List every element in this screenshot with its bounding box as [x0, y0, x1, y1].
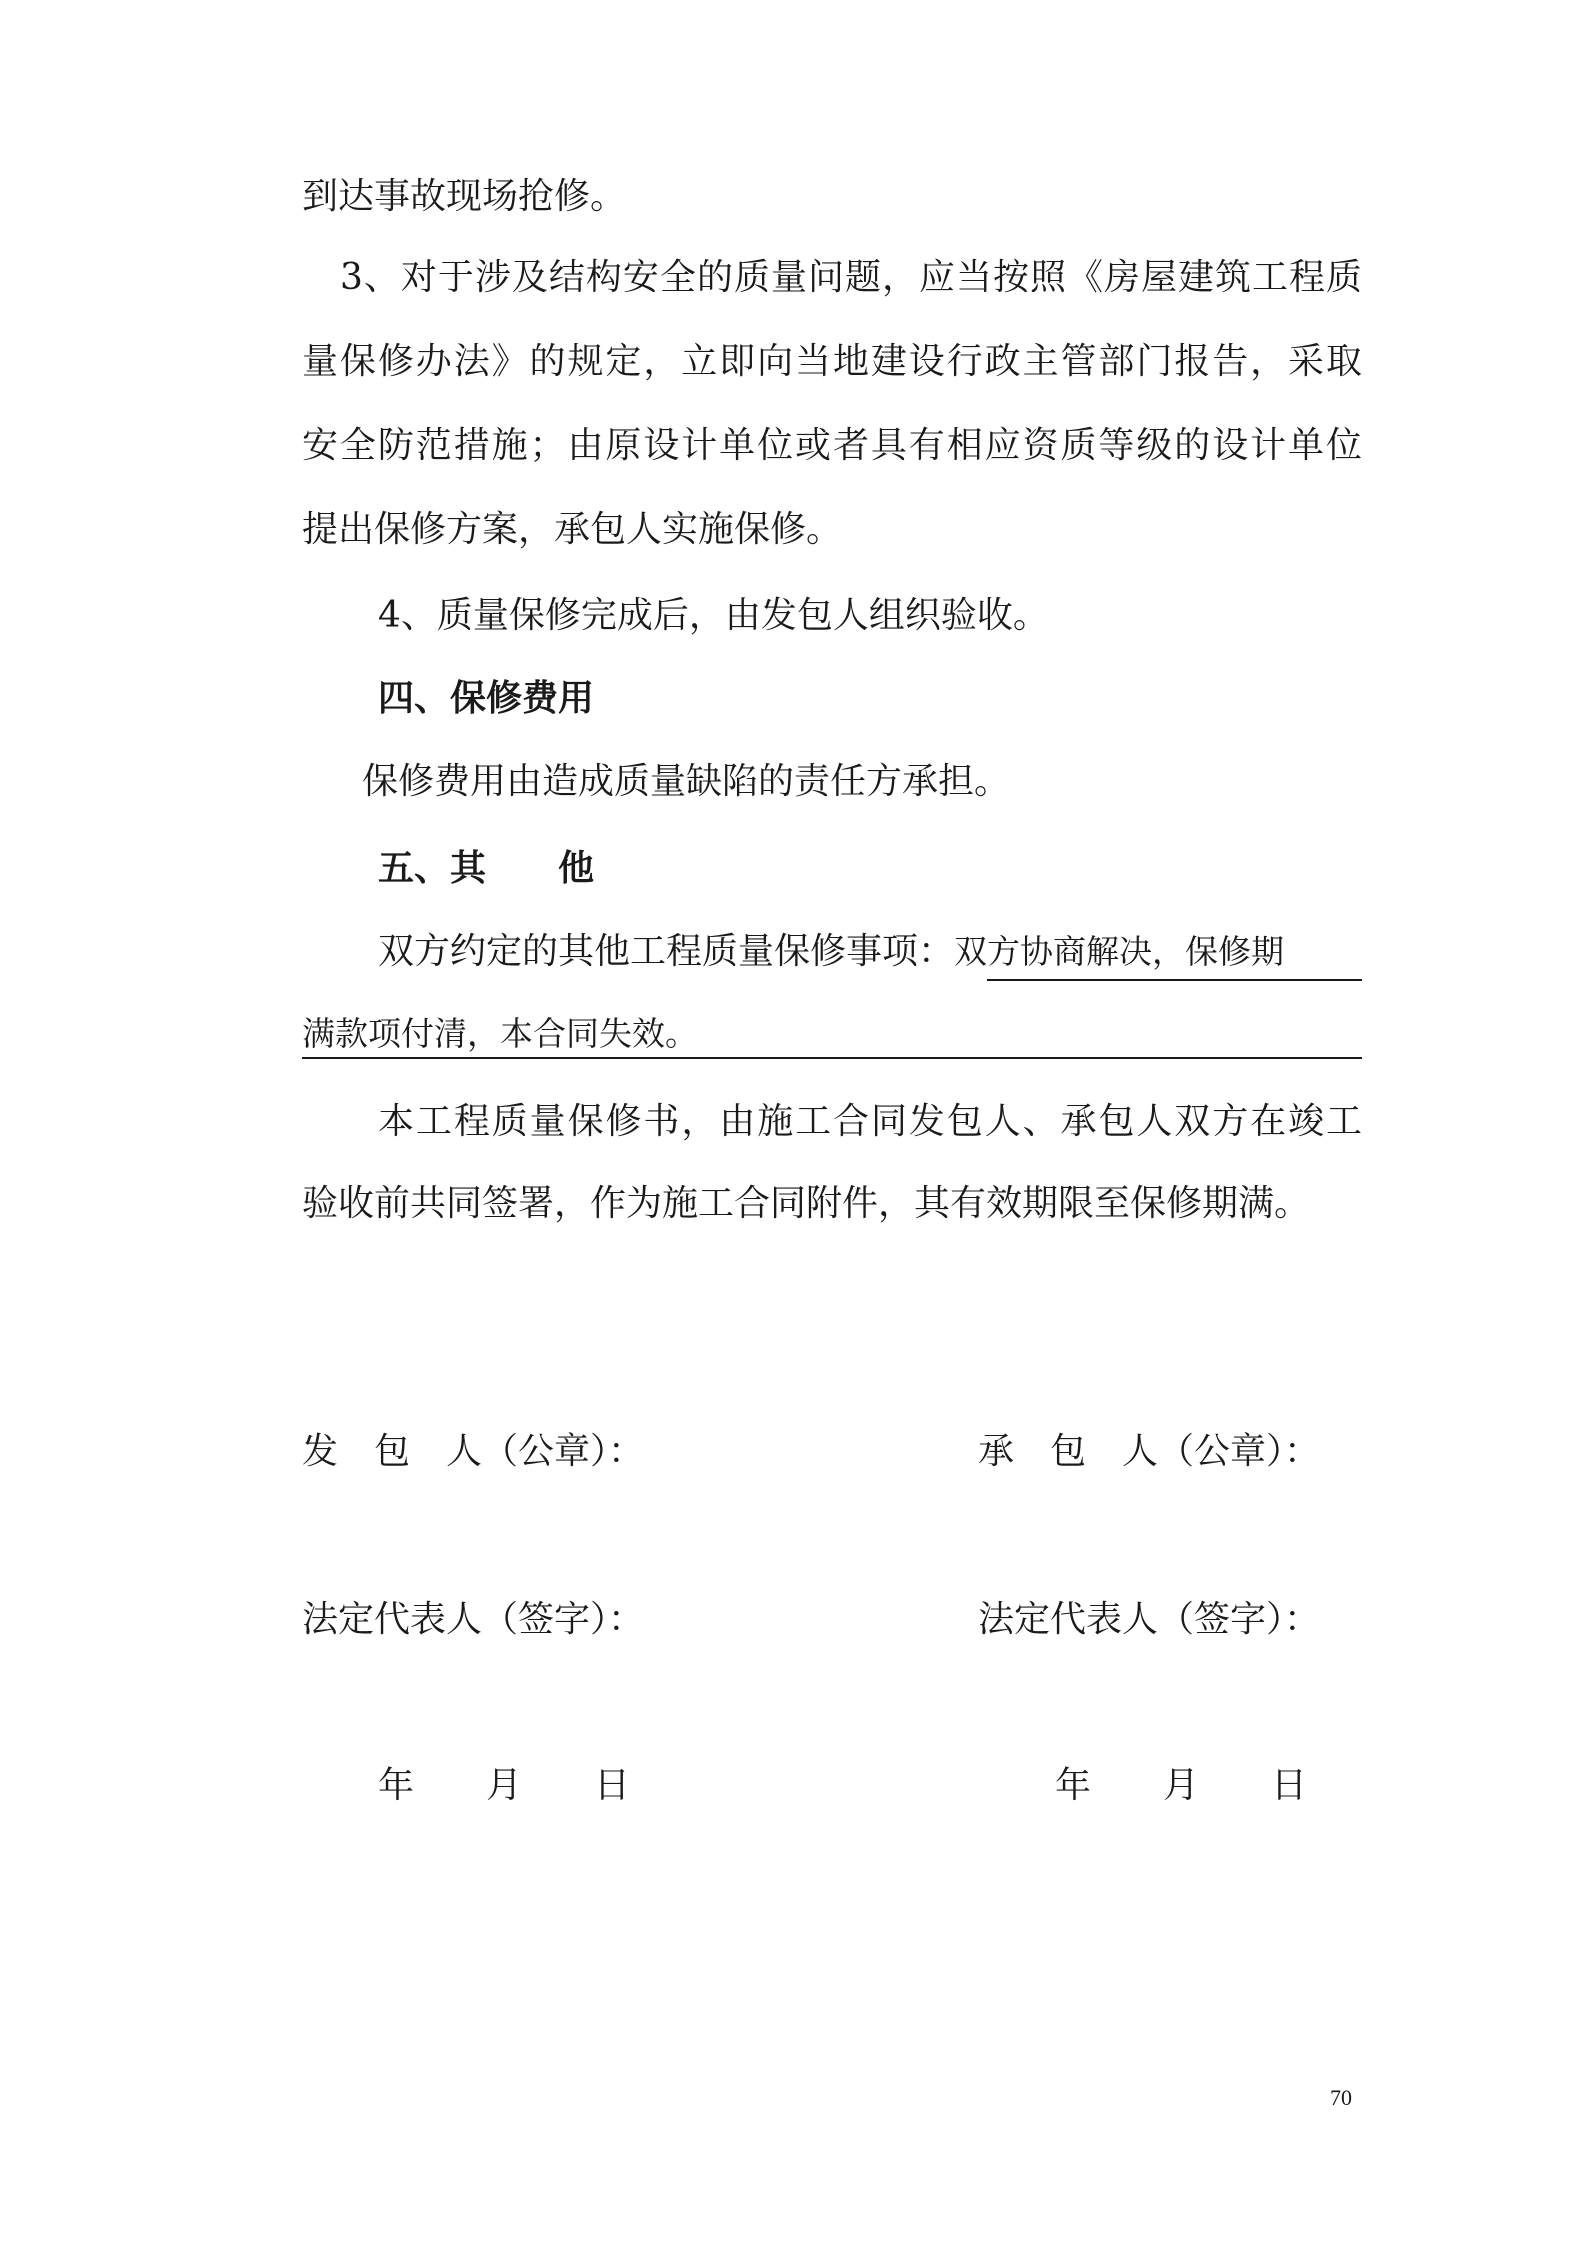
fill-underline — [987, 979, 1362, 981]
page-number: 70 — [1330, 2085, 1352, 2110]
body-line: 验收前共同签署，作为施工合同附件，其有效期限至保修期满。 — [302, 1183, 1311, 1224]
body-line: 量保修办法》的规定，立即向当地建设行政主管部门报告，采取 — [302, 341, 1362, 382]
section-heading: 四、保修费用 — [378, 677, 595, 719]
fill-underline — [302, 1057, 1362, 1059]
employer-seal-label: 发 包 人（公章）： — [302, 1431, 645, 1472]
agreement-line — [378, 930, 1362, 974]
section-heading: 五、其 他 — [378, 847, 595, 889]
contractor-seal-label: 承 包 人（公章）： — [978, 1431, 1321, 1472]
agreement-filled-text: 满款项付清，本合同失效。 — [302, 1014, 698, 1053]
employer-representative-label: 法定代表人（签字）： — [302, 1599, 645, 1640]
agreement-prefix: 双方约定的其他工程质量保修事项： — [378, 931, 955, 972]
contractor-representative-label: 法定代表人（签字）： — [978, 1599, 1321, 1640]
contractor-date: 年 月 日 — [1055, 1765, 1308, 1806]
body-line: 到达事故现场抢修。 — [302, 176, 627, 217]
body-line: 本工程质量保修书，由施工合同发包人、承包人双方在竣工 — [378, 1101, 1362, 1142]
body-line: 保修费用由造成质量缺陷的责任方承担。 — [362, 761, 1011, 802]
employer-date: 年 月 日 — [378, 1765, 631, 1806]
body-line: 4、质量保修完成后，由发包人组织验收。 — [378, 595, 1049, 636]
body-line: 3、对于涉及结构安全的质量问题，应当按照《房屋建筑工程质 — [340, 257, 1362, 298]
agreement-filled-text: 双方协商解决，保修期 — [954, 932, 1285, 971]
body-line: 安全防范措施；由原设计单位或者具有相应资质等级的设计单位 — [302, 425, 1362, 466]
body-line: 提出保修方案，承包人实施保修。 — [302, 509, 843, 550]
